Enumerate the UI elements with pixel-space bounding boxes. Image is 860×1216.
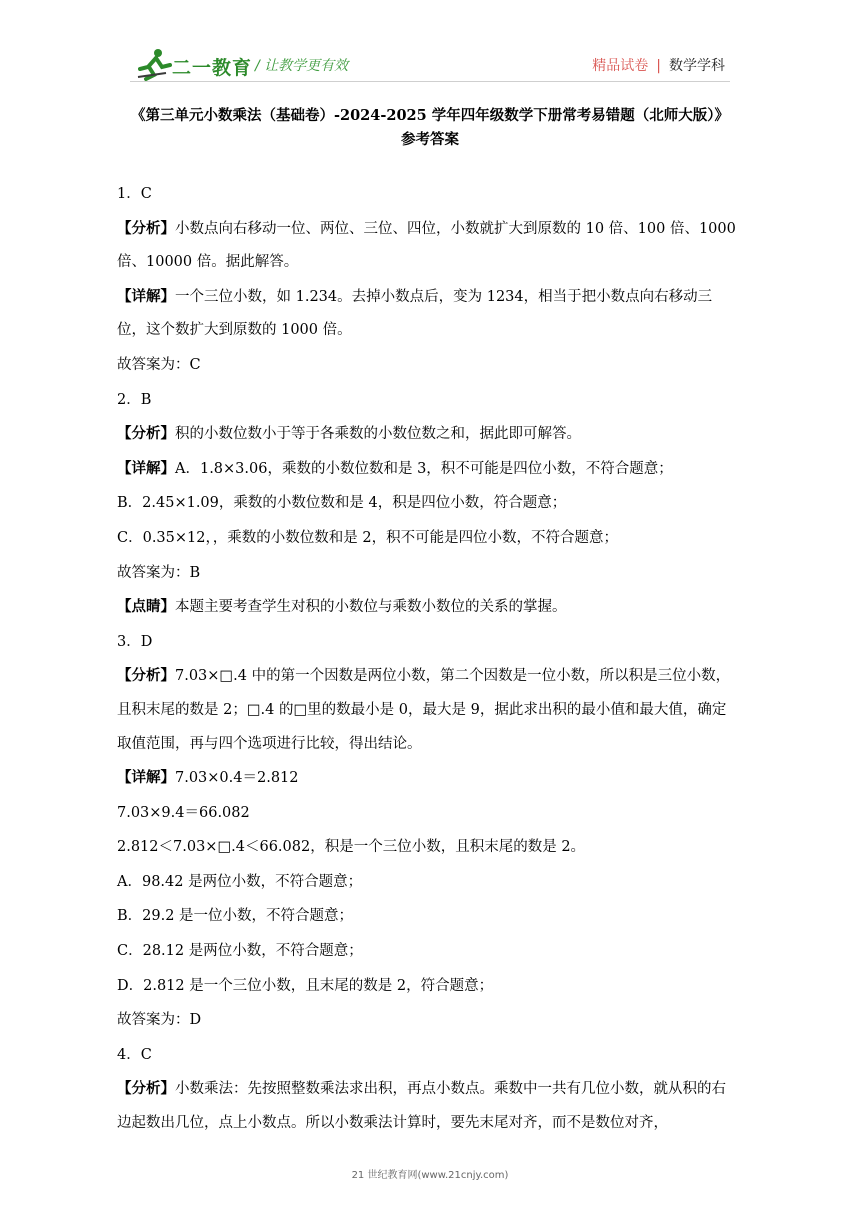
- header-divider: [130, 81, 730, 82]
- paragraph-text: 本题主要考查学生对积的小数位与乘数小数位的关系的掌握。: [175, 599, 567, 616]
- paragraph: [117, 556, 737, 591]
- paragraph: [117, 659, 737, 761]
- paragraph: [117, 590, 737, 625]
- paragraph-text: 7.03×0.4＝2.812: [175, 770, 299, 787]
- logo: [136, 47, 256, 81]
- slogan: / 让教学更有效: [255, 58, 349, 74]
- paragraph-text: 2.812＜7.03×□.4＜66.082，积是一个三位小数，且积末尾的数是 2。: [117, 839, 586, 856]
- paragraph-text: C．28.12 是两位小数，不符合题意；: [117, 943, 363, 960]
- paragraph-text: 积的小数位数小于等于各乘数的小数位数之和，据此即可解答。: [175, 426, 581, 443]
- paragraph: [117, 486, 737, 521]
- badge-subject: 数学学科: [669, 58, 725, 74]
- paragraph-tag: 【分析】: [117, 425, 175, 443]
- paragraph-text: C．0.35×12，，乘数的小数位数和是 2，积不可能是四位小数，不符合题意；: [117, 529, 619, 546]
- paragraph-tag: 【详解】: [117, 459, 175, 477]
- paragraph-tag: 【分析】: [117, 1080, 175, 1098]
- paragraph-text: 故答案为：C: [117, 356, 201, 373]
- paragraph: [117, 899, 737, 934]
- paragraph: [117, 383, 737, 418]
- document-subtitle: 参考答案: [401, 131, 459, 148]
- paragraph: [117, 521, 737, 556]
- badge-quality: 精品试卷: [592, 58, 649, 74]
- paragraph-tag: 【详解】: [117, 287, 175, 305]
- paragraph-tag: 【详解】: [117, 769, 175, 787]
- paragraph-text: D．2.812 是一个三位小数，且末尾的数是 2，符合题意；: [117, 977, 494, 994]
- paragraph: [117, 969, 737, 1004]
- paragraph-text: A．1.8×3.06，乘数的小数位数和是 3，积不可能是四位小数，不符合题意；: [175, 460, 673, 477]
- paragraph-text: 7.03×9.4＝66.082: [117, 804, 250, 821]
- paragraph: [117, 452, 737, 487]
- badge-separator: |: [656, 58, 661, 74]
- paragraph: [117, 417, 737, 452]
- running-man-icon: [136, 47, 176, 81]
- logo-text: 二一教育: [172, 57, 253, 79]
- paragraph-tag: 【分析】: [117, 219, 175, 237]
- paragraph: [117, 1003, 737, 1038]
- paragraph: [117, 212, 737, 280]
- paragraph: [117, 796, 737, 831]
- paragraph: [117, 348, 737, 383]
- paragraph-text: 小数乘法：先按照整数乘法求出积，再点小数点。乘数中一共有几位小数，就从积的右边起数出几位，点上小数点。所以小数乘法计算时，要先末尾对齐，而不是数位对齐，: [117, 1081, 726, 1132]
- paragraph: [117, 177, 737, 212]
- paragraph-text: 故答案为：B: [117, 564, 201, 581]
- paragraph-text: 小数点向右移动一位、两位、三位、四位，小数就扩大到原数的 10 倍、100 倍、1000 倍、10000 倍。据此解答。: [117, 220, 736, 271]
- paragraph: [117, 1038, 737, 1073]
- paragraph: [117, 1072, 737, 1140]
- paragraph-text: 4．C: [117, 1046, 152, 1063]
- paragraph: [117, 625, 737, 660]
- paragraph-text: 一个三位小数，如 1.234。去掉小数点后，变为 1234，相当于把小数点向右移动三位，这个数扩大到原数的 1000 倍。: [117, 288, 713, 339]
- paragraph-text: 2．B: [117, 391, 152, 408]
- paragraph: [117, 865, 737, 900]
- paragraph-text: B．2.45×1.09，乘数的小数位数和是 4，积是四位小数，符合题意；: [117, 495, 567, 512]
- paragraph-text: 7.03×□.4 中的第一个因数是两位小数，第二个因数是一位小数，所以积是三位小数，且积末尾的数是 2；□.4 的□里的数最小是 0，最大是 9，据此求出积的最小值和最大值，确定取值范围，再与四个选项进行比较，得出结论。: [117, 668, 731, 752]
- paragraph-text: 3．D: [117, 633, 153, 650]
- paragraph-text: B．29.2 是一位小数，不符合题意；: [117, 908, 354, 925]
- paragraph-text: 故答案为：D: [117, 1012, 202, 1029]
- answer-content: [117, 177, 737, 1141]
- paragraph: [117, 934, 737, 969]
- paragraph-text: A．98.42 是两位小数，不符合题意；: [117, 873, 363, 890]
- paragraph-tag: 【点睛】: [117, 598, 175, 616]
- paragraph: [117, 761, 737, 796]
- page-footer: 21 世纪教育网(www.21cnjy.com): [351, 1170, 509, 1181]
- document-title: 《第三单元小数乘法（基础卷）-2024-2025 学年四年级数学下册常考易错题（北师大版）》: [130, 107, 730, 124]
- subject-badge: [592, 55, 725, 75]
- paragraph: [117, 280, 737, 348]
- paragraph-text: 1．C: [117, 186, 152, 202]
- paragraph: [117, 830, 737, 865]
- paragraph-tag: 【分析】: [117, 667, 175, 685]
- page-header: [0, 0, 860, 90]
